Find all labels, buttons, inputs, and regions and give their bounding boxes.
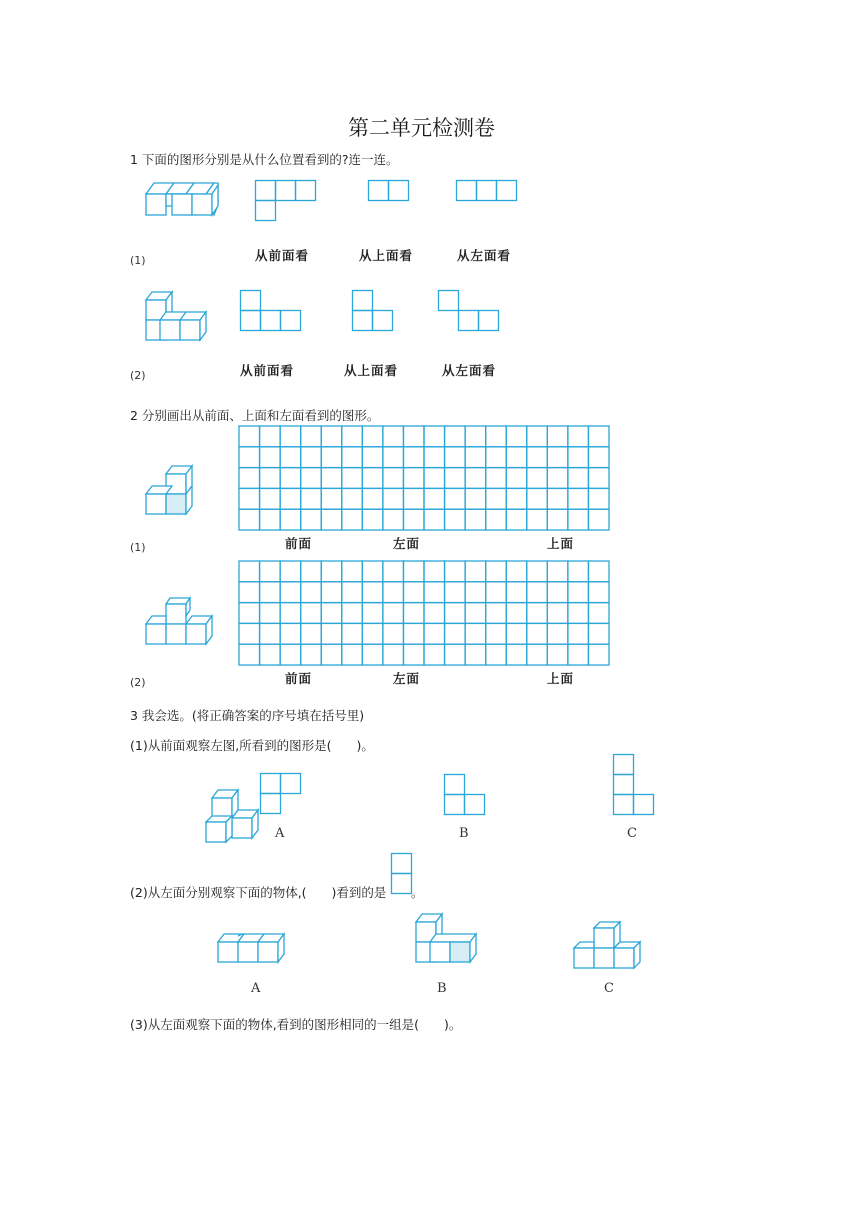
q1-1-view-c: [456, 180, 526, 205]
grid-cell[interactable]: [362, 426, 383, 447]
grid-cell[interactable]: [260, 426, 281, 447]
grid-cell[interactable]: [342, 488, 363, 509]
grid-cell[interactable]: [547, 468, 568, 489]
grid-cell[interactable]: [506, 623, 527, 644]
grid-cell[interactable]: [568, 426, 589, 447]
grid-cell[interactable]: [403, 603, 424, 624]
grid-cell[interactable]: [321, 582, 342, 603]
grid-cell[interactable]: [362, 509, 383, 530]
grid-cell[interactable]: [568, 488, 589, 509]
grid-cell[interactable]: [486, 561, 507, 582]
grid-cell[interactable]: [239, 582, 260, 603]
q3-3-text: (3)从左面观察下面的物体,看到的图形相同的一组是( )。: [130, 1017, 462, 1032]
grid-cell[interactable]: [465, 561, 486, 582]
grid-cell[interactable]: [465, 644, 486, 665]
grid-cell[interactable]: [547, 561, 568, 582]
q2-2-label-top: 上面: [547, 671, 575, 686]
grid-cell[interactable]: [383, 603, 404, 624]
grid-cell[interactable]: [239, 603, 260, 624]
q1-1-cube-figure: [140, 175, 230, 220]
grid-cell[interactable]: [568, 603, 589, 624]
grid-cell[interactable]: [568, 468, 589, 489]
grid-cell[interactable]: [547, 603, 568, 624]
q1-2-cube-figure: [140, 288, 215, 350]
grid-cell[interactable]: [342, 582, 363, 603]
grid-cell[interactable]: [260, 509, 281, 530]
q3-2-option-b[interactable]: B: [437, 981, 447, 996]
grid-cell[interactable]: [301, 561, 322, 582]
q1-1-label-left: 从左面看: [457, 248, 512, 263]
grid-cell[interactable]: [547, 644, 568, 665]
grid-cell[interactable]: [383, 488, 404, 509]
grid-cell[interactable]: [321, 468, 342, 489]
grid-cell[interactable]: [280, 468, 301, 489]
grid-cell[interactable]: [301, 488, 322, 509]
grid-cell[interactable]: [342, 468, 363, 489]
q2-2-grid[interactable]: [238, 560, 610, 666]
grid-cell[interactable]: [465, 623, 486, 644]
grid-cell[interactable]: [321, 509, 342, 530]
q2-2-cube-figure: [140, 596, 225, 651]
grid-cell[interactable]: [527, 644, 548, 665]
grid-cell[interactable]: [280, 447, 301, 468]
grid-cell[interactable]: [506, 582, 527, 603]
grid-cell[interactable]: [424, 468, 445, 489]
grid-cell[interactable]: [403, 468, 424, 489]
grid-cell[interactable]: [547, 623, 568, 644]
grid-cell[interactable]: [280, 603, 301, 624]
grid-cell[interactable]: [588, 623, 609, 644]
grid-cell[interactable]: [403, 582, 424, 603]
grid-cell[interactable]: [342, 447, 363, 468]
grid-cell[interactable]: [239, 509, 260, 530]
q3-prompt: 3 我会选。(将正确答案的序号填在括号里): [130, 708, 365, 723]
grid-cell[interactable]: [527, 509, 548, 530]
grid-cell[interactable]: [424, 623, 445, 644]
grid-cell[interactable]: [362, 582, 383, 603]
grid-cell[interactable]: [465, 509, 486, 530]
grid-cell[interactable]: [424, 582, 445, 603]
grid-cell[interactable]: [445, 603, 466, 624]
grid-cell[interactable]: [301, 582, 322, 603]
grid-cell[interactable]: [239, 468, 260, 489]
q3-2-option-a-shape: [212, 930, 297, 975]
grid-cell[interactable]: [403, 644, 424, 665]
q3-1-option-c-shape: [613, 754, 663, 819]
grid-cell[interactable]: [506, 468, 527, 489]
grid-cell[interactable]: [568, 623, 589, 644]
grid-cell[interactable]: [342, 603, 363, 624]
grid-cell[interactable]: [383, 468, 404, 489]
q1-2-view-c: [438, 290, 508, 335]
grid-cell[interactable]: [321, 603, 342, 624]
grid-cell[interactable]: [588, 426, 609, 447]
q3-1-text: (1)从前面观察左图,所看到的图形是( )。: [130, 738, 374, 753]
grid-cell[interactable]: [362, 623, 383, 644]
grid-cell[interactable]: [588, 644, 609, 665]
grid-cell[interactable]: [486, 488, 507, 509]
grid-cell[interactable]: [588, 488, 609, 509]
q2-1-number: (1): [130, 541, 146, 554]
grid-cell[interactable]: [321, 644, 342, 665]
grid-cell[interactable]: [465, 603, 486, 624]
grid-cell[interactable]: [321, 488, 342, 509]
q2-2-label-front: 前面: [285, 671, 313, 686]
q1-1-number: (1): [130, 254, 146, 267]
grid-cell[interactable]: [424, 644, 445, 665]
grid-cell[interactable]: [588, 447, 609, 468]
grid-cell[interactable]: [260, 561, 281, 582]
grid-cell[interactable]: [321, 623, 342, 644]
q1-1-label-front: 从前面看: [255, 248, 310, 263]
grid-cell[interactable]: [260, 623, 281, 644]
grid-cell[interactable]: [445, 644, 466, 665]
q1-2-view-b: [352, 290, 402, 335]
grid-cell[interactable]: [239, 447, 260, 468]
q3-2-text-end: 。: [411, 885, 424, 900]
grid-cell[interactable]: [568, 644, 589, 665]
grid-cell[interactable]: [280, 488, 301, 509]
grid-cell[interactable]: [465, 426, 486, 447]
grid-cell[interactable]: [301, 644, 322, 665]
grid-cell[interactable]: [527, 582, 548, 603]
grid-cell[interactable]: [239, 488, 260, 509]
grid-cell[interactable]: [383, 426, 404, 447]
q1-2-label-left: 从左面看: [442, 363, 497, 378]
grid-cell[interactable]: [445, 468, 466, 489]
grid-cell[interactable]: [403, 509, 424, 530]
grid-cell[interactable]: [301, 447, 322, 468]
grid-cell[interactable]: [527, 468, 548, 489]
grid-cell[interactable]: [424, 509, 445, 530]
grid-cell[interactable]: [280, 623, 301, 644]
q2-1-label-left: 左面: [393, 536, 421, 551]
page-title: 第二单元检测卷: [348, 116, 495, 140]
grid-cell[interactable]: [342, 509, 363, 530]
grid-cell[interactable]: [239, 561, 260, 582]
q1-2-view-a: [240, 290, 310, 335]
grid-cell[interactable]: [301, 468, 322, 489]
grid-cell[interactable]: [321, 447, 342, 468]
q3-2-option-b-shape: [410, 910, 485, 975]
grid-cell[interactable]: [383, 509, 404, 530]
grid-cell[interactable]: [506, 426, 527, 447]
q1-prompt: 1 下面的图形分别是从什么位置看到的?连一连。: [130, 152, 399, 167]
grid-cell[interactable]: [403, 447, 424, 468]
grid-cell[interactable]: [403, 561, 424, 582]
grid-cell[interactable]: [445, 509, 466, 530]
grid-cell[interactable]: [527, 623, 548, 644]
grid-cell[interactable]: [486, 468, 507, 489]
grid-cell[interactable]: [301, 509, 322, 530]
grid-cell[interactable]: [280, 561, 301, 582]
grid-cell[interactable]: [383, 582, 404, 603]
grid-cell[interactable]: [260, 582, 281, 603]
grid-cell[interactable]: [301, 623, 322, 644]
grid-cell[interactable]: [403, 488, 424, 509]
grid-cell[interactable]: [260, 488, 281, 509]
grid-cell[interactable]: [342, 561, 363, 582]
grid-cell[interactable]: [445, 447, 466, 468]
grid-cell[interactable]: [342, 623, 363, 644]
grid-cell[interactable]: [506, 561, 527, 582]
grid-cell[interactable]: [342, 644, 363, 665]
grid-cell[interactable]: [445, 488, 466, 509]
q3-2-option-c[interactable]: C: [604, 981, 614, 996]
grid-cell[interactable]: [527, 561, 548, 582]
grid-cell[interactable]: [424, 603, 445, 624]
q1-2-label-top: 从上面看: [344, 363, 399, 378]
grid-cell[interactable]: [547, 488, 568, 509]
grid-cell[interactable]: [424, 426, 445, 447]
q3-1-option-b-shape: [444, 774, 494, 819]
grid-cell[interactable]: [239, 623, 260, 644]
grid-cell[interactable]: [424, 488, 445, 509]
grid-cell[interactable]: [301, 426, 322, 447]
grid-cell[interactable]: [445, 623, 466, 644]
grid-cell[interactable]: [280, 426, 301, 447]
q3-1-option-a[interactable]: A: [275, 826, 285, 841]
grid-cell[interactable]: [465, 488, 486, 509]
q2-1-cube-figure: [140, 462, 210, 524]
grid-cell[interactable]: [260, 468, 281, 489]
q3-1-cube-figure: [200, 770, 265, 845]
grid-cell[interactable]: [588, 582, 609, 603]
grid-cell[interactable]: [568, 561, 589, 582]
grid-cell[interactable]: [486, 623, 507, 644]
grid-cell[interactable]: [486, 426, 507, 447]
grid-cell[interactable]: [588, 561, 609, 582]
grid-cell[interactable]: [362, 644, 383, 665]
grid-cell[interactable]: [403, 623, 424, 644]
grid-cell[interactable]: [383, 447, 404, 468]
grid-cell[interactable]: [239, 426, 260, 447]
grid-cell[interactable]: [506, 447, 527, 468]
grid-cell[interactable]: [527, 426, 548, 447]
grid-cell[interactable]: [424, 447, 445, 468]
q1-1-view-b: [368, 180, 418, 205]
grid-cell[interactable]: [383, 561, 404, 582]
grid-cell[interactable]: [280, 582, 301, 603]
grid-cell[interactable]: [321, 426, 342, 447]
grid-cell[interactable]: [403, 426, 424, 447]
q1-2-number: (2): [130, 369, 146, 382]
grid-cell[interactable]: [527, 447, 548, 468]
q2-1-grid[interactable]: [238, 425, 610, 531]
grid-cell[interactable]: [506, 644, 527, 665]
grid-cell[interactable]: [362, 561, 383, 582]
grid-cell[interactable]: [568, 447, 589, 468]
grid-cell[interactable]: [588, 603, 609, 624]
q2-2-label-left: 左面: [393, 671, 421, 686]
grid-cell[interactable]: [547, 582, 568, 603]
grid-cell[interactable]: [383, 623, 404, 644]
grid-cell[interactable]: [445, 426, 466, 447]
grid-cell[interactable]: [506, 509, 527, 530]
grid-cell[interactable]: [445, 561, 466, 582]
grid-cell[interactable]: [506, 488, 527, 509]
q3-1-option-c[interactable]: C: [627, 826, 637, 841]
grid-cell[interactable]: [465, 468, 486, 489]
q3-2-option-a[interactable]: A: [251, 981, 261, 996]
grid-cell[interactable]: [547, 426, 568, 447]
grid-cell[interactable]: [362, 468, 383, 489]
grid-cell[interactable]: [588, 468, 609, 489]
grid-cell[interactable]: [588, 509, 609, 530]
q2-2-number: (2): [130, 676, 146, 689]
grid-cell[interactable]: [362, 488, 383, 509]
q3-1-option-b[interactable]: B: [459, 826, 469, 841]
grid-cell[interactable]: [506, 603, 527, 624]
q1-1-view-a: [255, 180, 325, 225]
q3-1-option-a-shape: [260, 773, 310, 818]
grid-cell[interactable]: [280, 509, 301, 530]
grid-cell[interactable]: [239, 644, 260, 665]
grid-cell[interactable]: [568, 509, 589, 530]
grid-cell[interactable]: [260, 644, 281, 665]
grid-cell[interactable]: [465, 447, 486, 468]
grid-cell[interactable]: [280, 644, 301, 665]
grid-cell[interactable]: [321, 561, 342, 582]
grid-cell[interactable]: [301, 603, 322, 624]
grid-cell[interactable]: [486, 603, 507, 624]
grid-cell[interactable]: [486, 644, 507, 665]
grid-cell[interactable]: [260, 603, 281, 624]
grid-cell[interactable]: [342, 426, 363, 447]
q3-2-text: (2)从左面分别观察下面的物体,( )看到的是: [130, 885, 387, 900]
grid-cell[interactable]: [383, 644, 404, 665]
q2-1-label-top: 上面: [547, 536, 575, 551]
grid-cell[interactable]: [527, 603, 548, 624]
grid-cell[interactable]: [486, 509, 507, 530]
grid-cell[interactable]: [362, 603, 383, 624]
grid-cell[interactable]: [486, 582, 507, 603]
grid-cell[interactable]: [527, 488, 548, 509]
grid-cell[interactable]: [465, 582, 486, 603]
q2-prompt: 2 分别画出从前面、上面和左面看到的图形。: [130, 408, 380, 423]
q1-1-label-top: 从上面看: [359, 248, 414, 263]
grid-cell[interactable]: [260, 447, 281, 468]
grid-cell[interactable]: [362, 447, 383, 468]
q2-1-label-front: 前面: [285, 536, 313, 551]
grid-cell[interactable]: [547, 509, 568, 530]
grid-cell[interactable]: [547, 447, 568, 468]
grid-cell[interactable]: [568, 582, 589, 603]
grid-cell[interactable]: [445, 582, 466, 603]
q3-2-option-c-shape: [568, 918, 653, 978]
grid-cell[interactable]: [424, 561, 445, 582]
q1-2-label-front: 从前面看: [240, 363, 295, 378]
grid-cell[interactable]: [486, 447, 507, 468]
